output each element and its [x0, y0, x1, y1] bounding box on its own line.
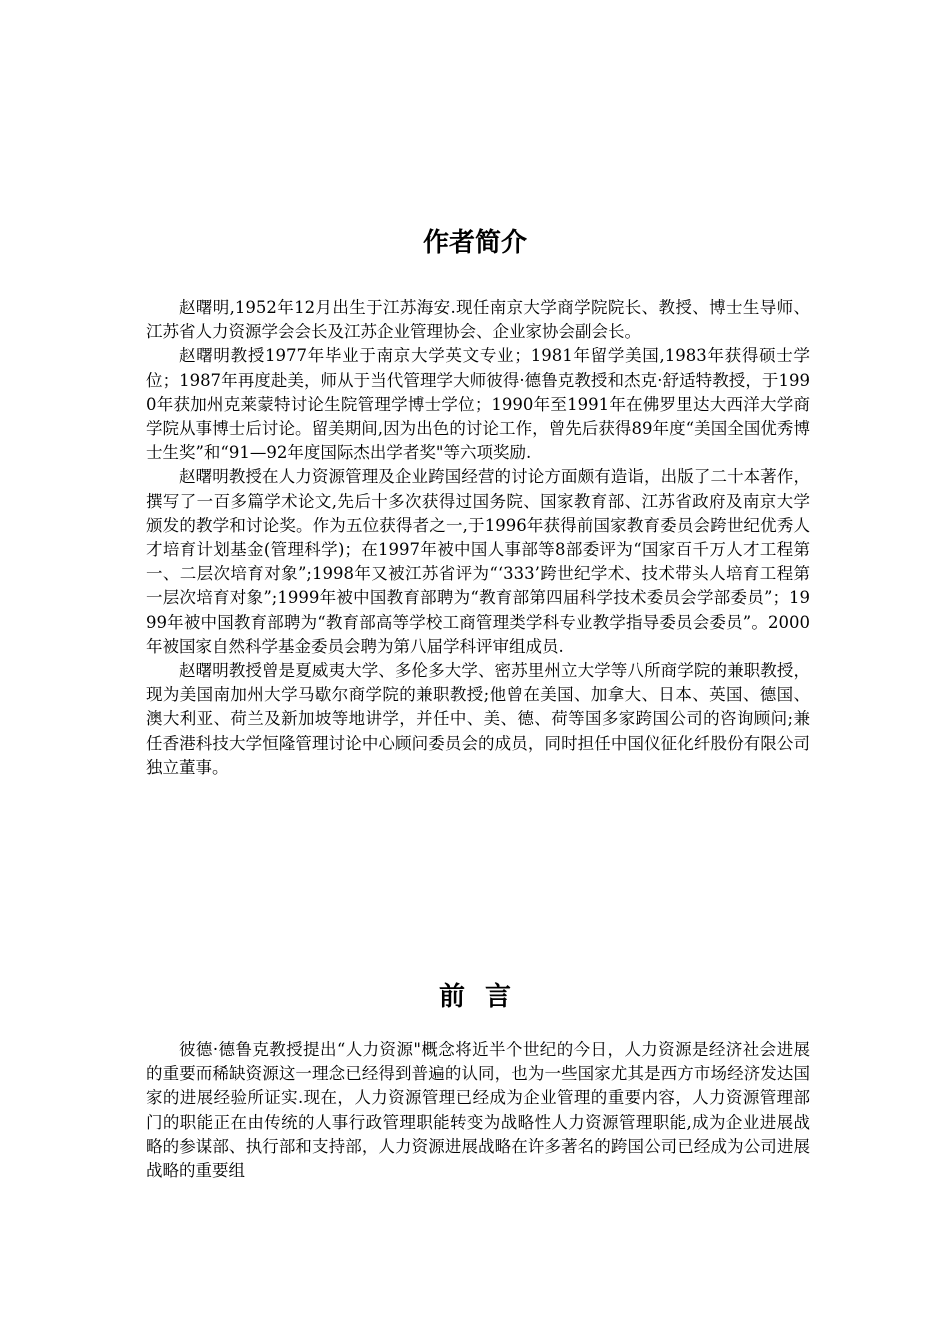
author-intro-paragraph-1: 赵曙明,1952年12月出生于江苏海安.现任南京大学商学院院长、教授、博士生导师、江苏省人力资源学会会长及江苏企业管理协会、企业家协会副会长。	[146, 298, 810, 342]
author-intro-paragraph-4: 赵曙明教授曾是夏威夷大学、多伦多大学、密苏里州立大学等八所商学院的兼职教授，现为美国南加州大学马歇尔商学院的兼职教授;他曾在美国、加拿大、日本、英国、德国、澳大利亚、荷兰及新加坡等地讲学，并任中、美、德、荷等国多家跨国公司的咨询顾问;兼任香港科技大学恒隆管理讨论中心顾问委员会的成员，同时担任中国仪征化纤股份有限公司独立董事。	[146, 661, 810, 777]
author-intro-title: 作者简介	[422, 228, 527, 258]
author-intro-paragraph-2: 赵曙明教授1977年毕业于南京大学英文专业；1981年留学美国,1983年获得硕士学位；1987年再度赴美，师从于当代管理学大师彼得·德鲁克教授和杰克·舒适特教授，于1990年获加州克莱蒙特讨论生院管理学博士学位；1990年至1991年在佛罗里达大西洋大学商学院从事博士后讨论。留美期间,因为出色的讨论工作，曾先后获得89年度“美国全国优秀博士生奖”和“91—92年度国际杰出学者奖"等六项奖励.	[146, 346, 810, 463]
author-intro-paragraph-3: 赵曙明教授在人力资源管理及企业跨国经营的讨论方面颇有造诣，出版了二十本著作，撰写了一百多篇学术论文,先后十多次获得过国务院、国家教育部、江苏省政府及南京大学颁发的教学和讨论奖。作为五位获得者之一,于1996年获得前国家教育委员会跨世纪优秀人才培育计划基金(管理科学)；在1997年被中国人事部等8部委评为“国家百千万人才工程第一、二层次培育对象”;1998年又被江苏省评为“‘333’跨世纪学术、技术带头人培育工程第一层次培育对象”;1999年被中国教育部聘为“教育部第四届科学技术委员会学部委员”；1999年被中国教育部聘为“教育部高等学校工商管理类学科专业教学指导委员会委员”。2000年被国家自然科学基金委员会聘为第八届学科评审组成员.	[146, 467, 810, 656]
preface-title: 前言	[438, 982, 531, 1012]
author-intro-section	[146, 296, 810, 780]
preface-section	[146, 1038, 810, 1183]
preface-paragraph-1: 彼德·德鲁克教授提出“人力资源"概念将近半个世纪的今日，人力资源是经济社会进展的重要而稀缺资源这一理念已经得到普遍的认同，也为一些国家尤其是西方市场经济发达国家的进展经验所证实.现在，人力资源管理已经成为企业管理的重要内容，人力资源管理部门的职能正在由传统的人事行政管理职能转变为战略性人力资源管理职能,成为企业进展战略的参谋部、执行部和支持部，人力资源进展战略在许多著名的跨国公司已经成为公司进展战略的重要组	[146, 1040, 810, 1181]
